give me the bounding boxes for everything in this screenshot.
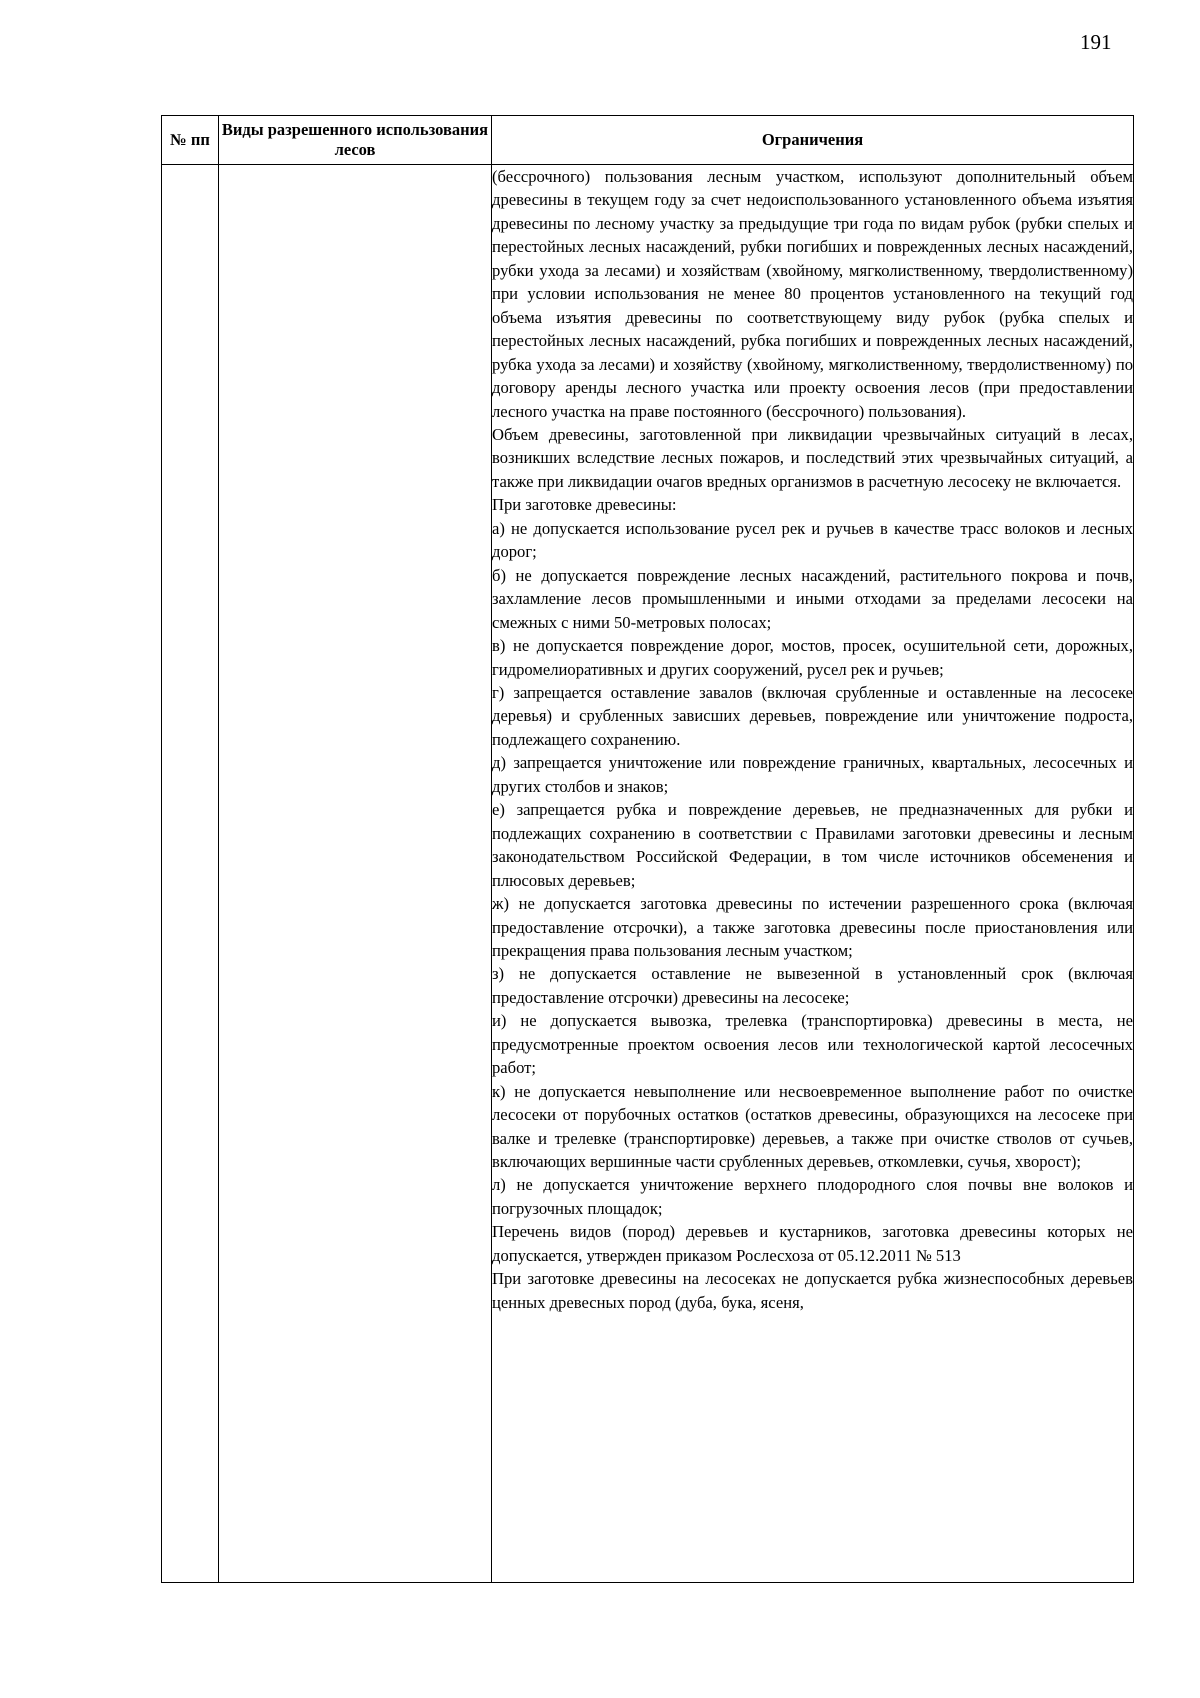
table-header-row <box>162 116 1134 165</box>
restrictions-table <box>161 115 1134 1583</box>
page-number: 191 <box>1080 30 1112 54</box>
limits-paragraph: а) не допускается использование русел рек и ручьев в качестве трасс волоков и лесных дорог; <box>492 518 1133 562</box>
kind-cell <box>219 165 492 1583</box>
limits-paragraph: в) не допускается повреждение дорог, мостов, просек, осушительной сети, дорожных, гидромелиоративных и других сооружений, русел рек и ручьев; <box>492 636 1133 679</box>
num-cell <box>162 165 219 1583</box>
limits-cell <box>492 165 1134 1583</box>
limits-paragraph: б) не допускается повреждение лесных насаждений, растительного покрова и почв, захламление лесов промышленными и иными отходами за пределами лесосеки на смежных с ними 50-метровых полосах; <box>492 565 1133 632</box>
header-num: № пп <box>162 116 219 165</box>
limits-paragraph: з) не допускается оставление не вывезенной в установленный срок (включая предоставление отсрочки) древесины на лесосеке; <box>492 964 1133 1007</box>
limits-paragraph: д) запрещается уничтожение или повреждение граничных, квартальных, лесосечных и других столбов и знаков; <box>492 753 1133 796</box>
limits-paragraph: При заготовке древесины: <box>492 495 677 515</box>
limits-paragraph: г) запрещается оставление завалов (включая срубленные и оставленные на лесосеке деревья) и срубленных зависших деревьев, повреждение или уничтожение подроста, подлежащего сохранению. <box>492 682 1133 749</box>
limits-paragraph: и) не допускается вывозка, трелевка (транспортировка) древесины в места, не предусмотренные проектом освоения лесов или технологической картой лесосечных работ; <box>492 1011 1133 1078</box>
limits-paragraph: к) не допускается невыполнение или несвоевременное выполнение работ по очистке лесосеки от порубочных остатков (остатков древесины, образующихся на лесосеке при валке и трелевке (транспортировке) деревьев, а также при очистке стволов от сучьев, включающих вершинные части срубленных деревьев, откомлевки, сучья, хворост); <box>492 1081 1133 1172</box>
limits-paragraph: Перечень видов (пород) деревьев и кустарников, заготовка древесины которых не допускается, утвержден приказом Рослесхоза от 05.12.2011 № 513 <box>492 1222 1133 1265</box>
limits-paragraph: (бессрочного) пользования лесным участком, используют дополнительный объем древесины в текущем году за счет недоиспользованного установленного объема изъятия древесины по лесному участку за предыдущие три года по видам рубок (рубки спелых и перестойных лесных насаждений, рубки погибших и поврежденных лесных насаждений, рубки ухода за лесами) и хозяйствам (хвойному, мягколиственному, твердолиственному) при условии использования не менее 80 процентов установленного на текущий год объема изъятия древесины по соответствующему виду рубок (рубка спелых и перестойных лесных насаждений, рубка погибших и поврежденных лесных насаждений, рубка ухода за лесами) и хозяйству (хвойному, мягколиственному, твердолиственному) по договору аренды лесного участка или проекту освоения лесов (при предоставлении лесного участка на праве постоянного (бессрочного) пользования). <box>492 167 1133 421</box>
limits-paragraph: л) не допускается уничтожение верхнего плодородного слоя почвы вне волоков и погрузочных площадок; <box>492 1175 1133 1218</box>
limits-paragraph: е) запрещается рубка и повреждение деревьев, не предназначенных для рубки и подлежащих сохранению в соответствии с Правилами заготовки древесины и лесным законодательством Российской Федерации, в том числе источников обсеменения и плюсовых деревьев; <box>492 800 1133 890</box>
table-row <box>162 165 1134 1583</box>
header-limits: Ограничения <box>492 116 1134 165</box>
limits-paragraph: Объем древесины, заготовленной при ликвидации чрезвычайных ситуаций в лесах, возникших вследствие лесных пожаров, и последствий этих чрезвычайных ситуаций, а также при ликвидации очагов вредных организмов в расчетную лесосеку не включается. <box>492 424 1133 491</box>
header-kind: Виды разрешенного использования лесов <box>219 116 492 165</box>
limits-paragraph: ж) не допускается заготовка древесины по истечении разрешенного срока (включая предоставление отсрочки), а также заготовка древесины после приостановления или прекращения права пользования лесным участком; <box>492 894 1133 960</box>
limits-paragraph: При заготовке древесины на лесосеках не допускается рубка жизнеспособных деревьев ценных древесных пород (дуба, бука, ясеня, <box>492 1269 1133 1312</box>
